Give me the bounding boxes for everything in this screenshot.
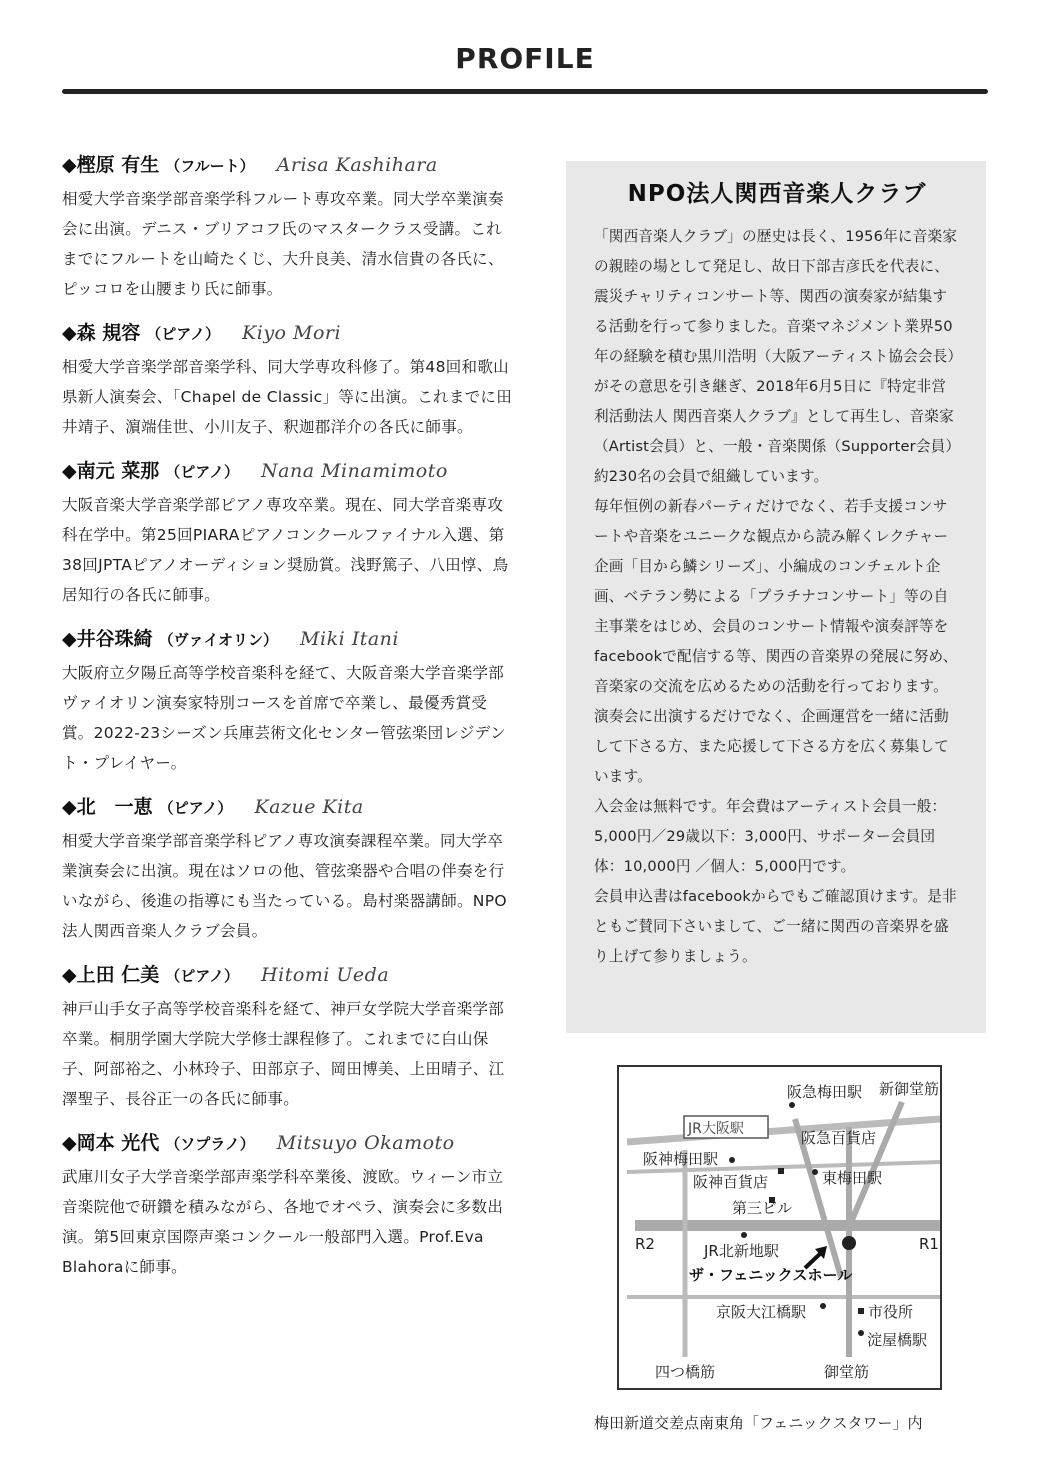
profile-kita [62, 792, 522, 946]
club-title: NPO法人関西音楽人クラブ [627, 181, 927, 207]
profile-bio: 大阪府立夕陽丘高等学校音楽科を経て、大阪音楽大学音楽学部ヴァイオリン演奏家特別コースを首席で卒業し、最優秀賞受賞。2022-23シーズン兵庫芸術文化センター管弦楽団レジデント・プレイヤー。 [62, 664, 506, 772]
signature: Miki Itani [300, 628, 399, 650]
profile-role: （ピアノ） [146, 325, 221, 343]
profile-name: ◆井谷珠綺 [62, 628, 153, 650]
club-paragraph: 毎年恒例の新春パーティだけでなく、若手支援コンサートや音楽をユニークな観点から読み解くレクチャー企画「目から鱗シリーズ」、小編成のコンチェルト企画、ベテラン勢による「プラチナコンサート」等の自主事業をはじめ、会員のコンサート情報や演奏評等をfacebookで配信する等、関西の音楽界の発展に努め、音楽家の交流を広めるための活動を行っております。 [594, 498, 958, 695]
profile-name: ◆上田 仁美 [62, 964, 160, 986]
profiles-column [62, 150, 522, 1282]
profile-kashihara [62, 150, 522, 304]
map-label: 阪急梅田駅 [787, 1083, 863, 1101]
station-dot [820, 1303, 826, 1309]
map-label: ザ・フェニックスホール [689, 1266, 853, 1284]
map-label: 市役所 [868, 1303, 914, 1321]
profile-name: ◆南元 菜那 [62, 460, 160, 482]
club-paragraph: 「関西音楽人クラブ」の歴史は長く、1956年に音楽家の親睦の場として発足し、故日下部吉彦氏を代表に、震災チャリティコンサート等、関西の演奏家が結集する活動を行って参りました。音楽マネジメント業界50年の経験を積む黒川浩明（大阪アーティスト協会会長）がその意思を引き継ぎ、2018年6月5日に『特定非営利活動法人 関西音楽人クラブ』として再生し、音楽家（Artist会員）と、一般・音楽関係（Supporter会員）約230名の会員で組織しています。 [594, 228, 958, 485]
building-marker [778, 1168, 784, 1174]
map-label: 淀屋橋駅 [867, 1331, 928, 1349]
map-caption: 梅田新道交差点南東角「フェニックスタワー」内 [594, 1414, 923, 1432]
profile-bio: 神戸山手女子高等学校音楽科を経て、神戸女学院大学音楽学部卒業。桐朋学園大学院大学修士課程修了。これまでに白山保子、阿部裕之、小林玲子、田部京子、岡田博美、上田晴子、江澤聖子、長谷正一の各氏に師事。 [62, 1000, 505, 1108]
station-dot [729, 1157, 735, 1163]
profile-itani [62, 624, 522, 778]
page-title: PROFILE [455, 42, 595, 75]
signature: Nana Minamimoto [261, 460, 448, 482]
phoenix-hall-marker [842, 1236, 856, 1250]
profile-role: （ピアノ） [165, 967, 240, 985]
title-divider [62, 89, 988, 94]
map-label: JR北新地駅 [704, 1242, 779, 1260]
profile-name: ◆樫原 有生 [62, 154, 160, 176]
signature: Kazue Kita [254, 796, 364, 818]
map-label: JR大阪駅 [688, 1121, 744, 1137]
map-label: R1 [919, 1235, 939, 1253]
profile-bio: 相愛大学音楽学部音楽学科フルート専攻卒業。同大学卒業演奏会に出演。デニス・ブリアコフ氏のマスタークラス受講。これまでにフルートを山崎たくじ、大升良美、清水信貴の各氏に、ピッコロを山腰まり氏に師事。 [62, 190, 504, 298]
road-r1-r2 [635, 1220, 940, 1231]
map-drawing [619, 1067, 940, 1388]
club-paragraph: 入会金は無料です。年会費はアーティスト会員一般：5,000円／29歳以下：3,000円、サポーター会員団体：10,000円 ／個人：5,000円です。 [594, 798, 947, 875]
profile-bio: 相愛大学音楽学部音楽学科ピアノ専攻演奏課程卒業。同大学卒業演奏会に出演。現在はソロの他、管弦楽器や合唱の伴奏を行いながら、後進の指導にも当たっている。島村楽器講師。NPO法人関西音楽人クラブ会員。 [62, 832, 507, 940]
station-dot [789, 1102, 795, 1108]
profile-minamimoto [62, 456, 522, 610]
profile-name: ◆岡本 光代 [62, 1132, 160, 1154]
station-dot [741, 1232, 747, 1238]
map-label: 京阪大江橋駅 [716, 1303, 807, 1321]
map-label: 御堂筋 [824, 1363, 870, 1381]
profile-role: （ピアノ） [165, 463, 240, 481]
profile-bio: 大阪音楽大学音楽学部ピアノ専攻卒業。現在、同大学音楽専攻科在学中。第25回PIARAピアノコンクールファイナル入選、第38回JPTAピアノオーディション奨励賞。浅野篤子、八田惇、鳥居知行の各氏に師事。 [62, 496, 509, 604]
profile-ueda [62, 960, 522, 1114]
map-label: 阪神梅田駅 [643, 1150, 719, 1168]
profile-mori [62, 318, 522, 442]
profile-role: （ソプラノ） [165, 1135, 255, 1153]
profile-name: ◆森 規容 [62, 322, 141, 344]
station-dot [812, 1169, 818, 1175]
signature: Arisa Kashihara [276, 154, 438, 176]
club-paragraph: 会員申込書はfacebookからでもご確認頂けます。是非ともご賛同下さいまして、ご一緒に関西の音楽界を盛り上げて参りましょう。 [594, 888, 957, 965]
profile-bio: 武庫川女子大学音楽学部声楽学科卒業後、渡欧。ウィーン市立音楽院他で研鑽を積みながら、各地でオペラ、演奏会に多数出演。第5回東京国際声楽コンクール一般部門入選。Prof.Eva Blahoraに師事。 [62, 1168, 504, 1276]
signature: Mitsuyo Okamoto [276, 1132, 455, 1154]
profile-okamoto [62, 1128, 522, 1282]
club-paragraph: 演奏会に出演するだけでなく、企画運営を一緒に活動して下さる方、また応援して下さる方を広く募集しています。 [594, 708, 950, 785]
profile-bio: 相愛大学音楽学部音楽学科、同大学専攻科修了。第48回和歌山県新人演奏会、「Chapel de Classic」等に出演。これまでに田井靖子、濵端佳世、小川友子、釈迦郡洋介の各氏に師事。 [62, 358, 513, 436]
map-label: 四つ橋筋 [655, 1363, 716, 1381]
club-info-box [566, 161, 986, 1033]
profile-role: （ヴァイオリン） [158, 631, 279, 649]
signature: Hitomi Ueda [261, 964, 390, 986]
profile-role: （ピアノ） [158, 799, 233, 817]
map-label: 阪神百貨店 [693, 1173, 769, 1191]
map-label: R2 [635, 1235, 655, 1253]
profile-name: ◆北 一恵 [62, 796, 153, 818]
station-dot [858, 1330, 864, 1336]
signature: Kiyo Mori [242, 322, 342, 344]
map-label: 新御堂筋 [879, 1080, 940, 1098]
access-map [617, 1065, 942, 1390]
building-marker [858, 1308, 864, 1314]
map-label: 東梅田駅 [822, 1169, 883, 1187]
profile-role: （フルート） [165, 157, 255, 175]
map-label: 第三ビル [732, 1199, 793, 1217]
map-label: 阪急百貨店 [801, 1129, 877, 1147]
